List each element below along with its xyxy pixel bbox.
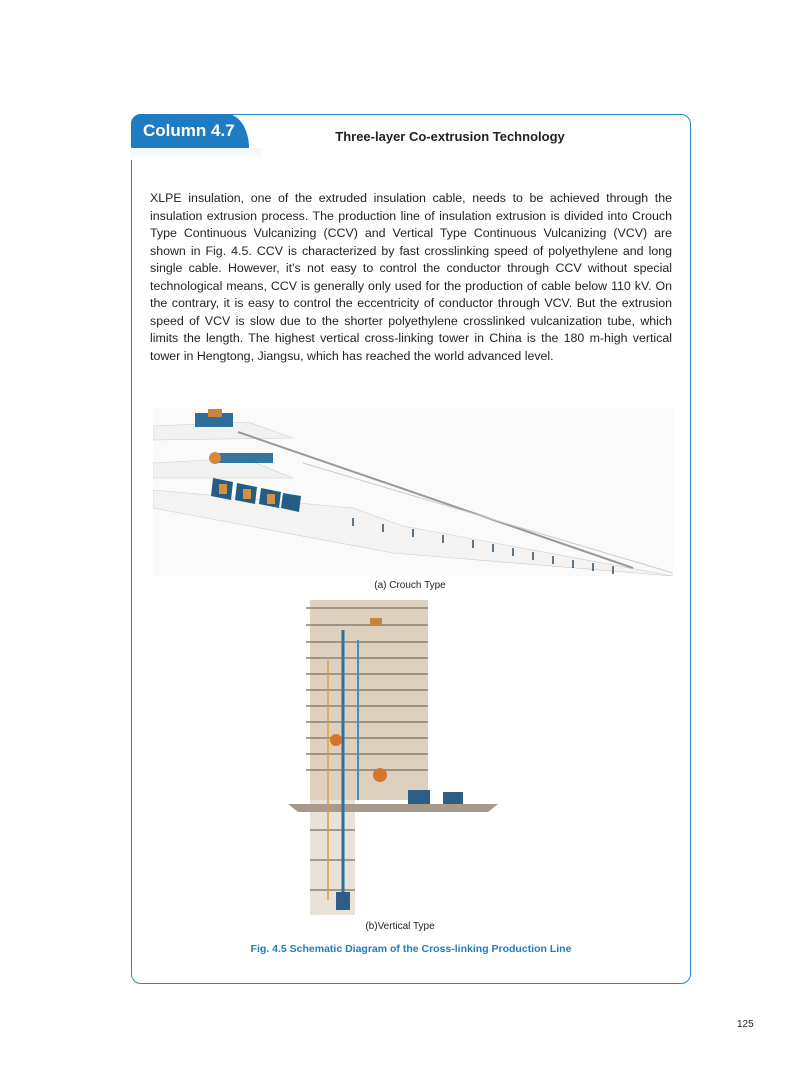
tab-shadow (131, 148, 261, 160)
subcaption-a: (a) Crouch Type (374, 580, 446, 591)
vertical-type-diagram (288, 600, 503, 915)
column-title: Three-layer Co-extrusion Technology (335, 129, 565, 144)
crouch-type-diagram (153, 408, 673, 576)
page-number: 125 (737, 1019, 754, 1030)
subcaption-b: (b)Vertical Type (365, 921, 435, 932)
body-paragraph: XLPE insulation, one of the extruded insulation cable, needs to be achieved through the insulation extrusion process. The production line of insulation extrusion is divided into Crouch Type Continuous Vulcanizing (CCV) and Vertical Type Continuous Vulcanizing (VCV) are shown in Fig. 4.5. CCV is characterized by fast crosslinking speed of polyethylene and long single cable. However, it's not easy to control the conductor through CCV without special technological means, CCV is generally only used for the production of cable below 110 kV. On the contrary, it is easy to control the eccentricity of conductor through VCV. But the extrusion speed of VCV is slow due to the shorter polyethylene crosslinked vulcanization tube, which limits the length. The highest vertical cross-linking tower in China is the 180 m-high vertical tower in Hengtong, Jiangsu, which has reached the world advanced level. (150, 191, 672, 363)
column-label: Column 4.7 (143, 121, 235, 140)
figure-caption: Fig. 4.5 Schematic Diagram of the Cross-linking Production Line (250, 943, 572, 955)
